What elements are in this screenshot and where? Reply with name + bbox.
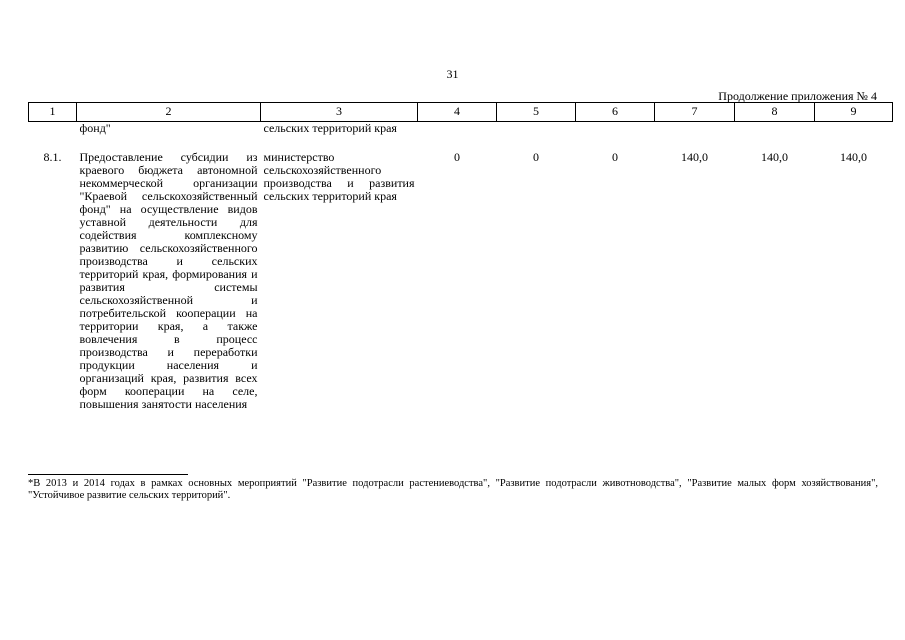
continuation-cell-7: [655, 122, 735, 152]
continuation-cell-9: [815, 122, 893, 152]
header-cell-4: 4: [418, 103, 497, 122]
header-row: [29, 103, 893, 122]
continuation-cell-activity: фонд": [79, 121, 111, 135]
header-cell-1: 1: [29, 103, 77, 122]
header-cell-7: 7: [655, 103, 735, 122]
table-row: [29, 151, 893, 411]
footnote: *В 2013 и 2014 годах в рамках основных мероприятий "Развитие подотрасли растениеводства", "Развитие подотрасли животноводства", "Развитие малых форм хозяйствования", "Устойчивое развитие сельских территорий".: [28, 478, 878, 501]
continuation-label: Продолжение приложения № 4: [718, 89, 877, 103]
appendix-table: [28, 102, 893, 411]
page-number: 31: [446, 67, 459, 81]
continuation-row: [29, 122, 893, 152]
header-cell-8: 8: [735, 103, 815, 122]
continuation-cell-8: [735, 122, 815, 152]
row-value-col4: 0: [454, 150, 460, 164]
header-cell-6: 6: [576, 103, 655, 122]
row-executor: министерство сельскохозяйственного производства и развития сельских территорий края: [263, 150, 415, 203]
continuation-cell-4: [418, 122, 497, 152]
row-value-col8: 140,0: [761, 150, 788, 164]
row-value-col5: 0: [533, 150, 539, 164]
row-value-col7: 140,0: [681, 150, 708, 164]
row-value-col6: 0: [612, 150, 618, 164]
header-cell-3: 3: [261, 103, 418, 122]
continuation-cell-6: [576, 122, 655, 152]
header-cell-9: 9: [815, 103, 893, 122]
continuation-cell-5: [497, 122, 576, 152]
footnote-divider: [28, 474, 188, 475]
row-value-col9: 140,0: [840, 150, 867, 164]
row-activity: Предоставление субсидии из краевого бюджета автономной некоммерческой организации "Краевой сельскохозяйственный фонд" на осуществление видов уставной деятельности для содействия комплексному развитию сельскохозяйственного производства и сельских территорий края, формирования и развития системы сельскохозяйственной и потребительской кооперации на территории края, а также вовлечения в процесс производства и переработки продукции населения и организаций края, развития всех форм кооперации на селе, повышения занятости населения: [79, 150, 258, 411]
row-number: 8.1.: [43, 150, 62, 164]
continuation-cell-1: [29, 122, 77, 152]
header-cell-2: 2: [77, 103, 261, 122]
continuation-cell-executor: сельских территорий края: [263, 121, 397, 135]
header-cell-5: 5: [497, 103, 576, 122]
